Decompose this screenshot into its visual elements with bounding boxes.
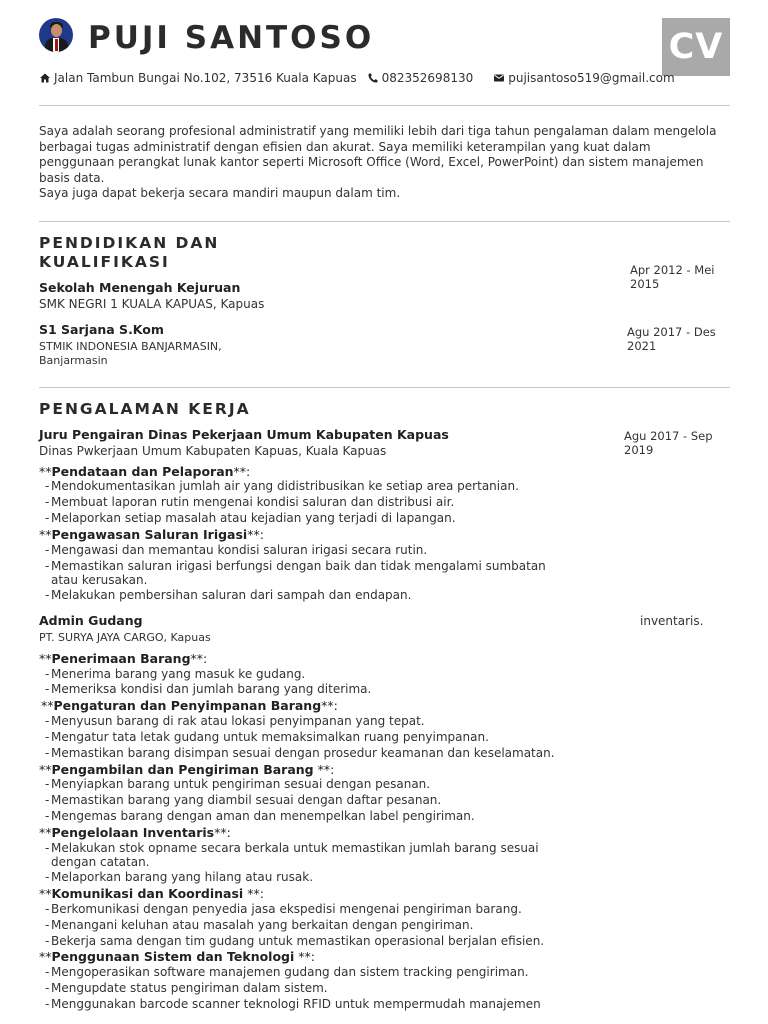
- job-date: Agu 2017 - Sep 2019: [624, 429, 713, 457]
- summary-paragraph: Saya juga dapat bekerja secara mandiri maupun dalam tim.: [39, 186, 401, 200]
- candidate-name: PUJI SANTOSO: [88, 20, 375, 56]
- education-degree: S1 Sarjana S.Kom: [39, 322, 164, 337]
- contact-address: [39, 71, 357, 85]
- education-degree: Sekolah Menengah Kejuruan: [39, 280, 241, 295]
- duty-bullet: - Mengupdate status pengiriman dalam sistem.: [45, 981, 328, 995]
- duty-group-heading: **Komunikasi dan Koordinasi **:: [39, 886, 264, 901]
- mail-icon: [493, 72, 505, 84]
- duty-bullet: - Membuat laporan rutin mengenai kondisi saluran dan distribusi air.: [45, 495, 455, 509]
- duty-bullet: - Melakukan stok opname secara berkala untuk memastikan jumlah barang sesuai dengan catatan.: [45, 841, 539, 869]
- education-date: Apr 2012 - Mei 2015: [630, 263, 715, 291]
- divider: [39, 221, 730, 222]
- duty-bullet: - Memastikan barang yang diambil sesuai dengan daftar pesanan.: [45, 793, 442, 807]
- duty-bullet: - Memeriksa kondisi dan jumlah barang yang diterima.: [45, 682, 372, 696]
- duty-group-heading: **Penggunaan Sistem dan Teknologi **:: [39, 949, 315, 964]
- duty-bullet: - Memastikan saluran irigasi berfungsi dengan baik dan tidak mengalami sumbatan atau kerusakan.: [45, 559, 546, 587]
- phone-icon: [367, 72, 379, 84]
- education-school: STMIK INDONESIA BANJARMASIN, Banjarmasin: [39, 340, 222, 367]
- duty-bullet: - Melakukan pembersihan saluran dari sampah dan endapan.: [45, 588, 412, 602]
- duty-bullet: - Memastikan barang disimpan sesuai dengan prosedur keamanan dan keselamatan.: [45, 746, 555, 760]
- duty-bullet: - Mengatur tata letak gudang untuk memaksimalkan ruang penyimpanan.: [45, 730, 489, 744]
- address-text: Jalan Tambun Bungai No.102, 73516 Kuala Kapuas: [54, 71, 357, 85]
- duty-bullet: - Menangani keluhan atau masalah yang berkaitan dengan pengiriman.: [45, 918, 474, 932]
- duty-group-heading: **Pendataan dan Pelaporan**:: [39, 464, 251, 479]
- education-date: Agu 2017 - Des 2021: [627, 325, 716, 353]
- contact-line: [39, 71, 685, 85]
- duty-group-heading: **Pengaturan dan Penyimpanan Barang**:: [37, 698, 338, 713]
- duty-bullet: - Menyiapkan barang untuk pengiriman sesuai dengan pesanan.: [45, 777, 431, 791]
- duty-bullet: - Melaporkan barang yang hilang atau rusak.: [45, 870, 314, 884]
- job-position: Admin Gudang: [39, 613, 143, 628]
- duty-group-heading: **Pengambilan dan Pengiriman Barang **:: [39, 762, 335, 777]
- duty-bullet: - Mengemas barang dengan aman dan menempelkan label pengiriman.: [45, 809, 475, 823]
- email-text: pujisantoso519@gmail.com: [508, 71, 675, 85]
- divider: [39, 387, 730, 388]
- duty-bullet: - Mengoperasikan software manajemen gudang dan sistem tracking pengiriman.: [45, 965, 529, 979]
- avatar: [39, 18, 73, 52]
- summary-paragraph: Saya adalah seorang profesional administratif yang memiliki lebih dari tiga tahun pengalaman dalam mengelola berbagai tugas administratif dengan efisien dan akurat. Saya memiliki keterampilan yang kuat dalam penggunaan perangkat lunak kantor seperti Microsoft Office (Word, Excel, PowerPoint) dan sistem manajemen basis data.: [39, 124, 717, 185]
- phone-text: 082352698130: [381, 71, 474, 85]
- duty-bullet: - Berkomunikasi dengan penyedia jasa ekspedisi mengenai pengiriman barang.: [45, 902, 522, 916]
- home-icon: [39, 72, 51, 84]
- contact-email: [493, 71, 674, 85]
- duty-group-heading: **Penerimaan Barang**:: [39, 651, 208, 666]
- contact-phone: [367, 71, 474, 85]
- duty-bullet: - Mendokumentasikan jumlah air yang didistribusikan ke setiap area pertanian.: [45, 479, 519, 493]
- duty-bullet: - Melaporkan setiap masalah atau kejadian yang terjadi di lapangan.: [45, 511, 456, 525]
- divider: [39, 105, 730, 106]
- education-section-title: PENDIDIKAN DAN KUALIFIKASI: [39, 234, 220, 271]
- duty-bullet: - Bekerja sama dengan tim gudang untuk memastikan operasional berjalan efisien.: [45, 934, 545, 948]
- duty-bullet: - Menggunakan barcode scanner teknologi RFID untuk mempermudah manajemen: [45, 997, 541, 1011]
- duty-bullet: - Menerima barang yang masuk ke gudang.: [45, 667, 306, 681]
- profile-summary: [39, 124, 719, 202]
- duty-bullet: - Mengawasi dan memantau kondisi saluran irigasi secara rutin.: [45, 543, 428, 557]
- duty-bullet: - Menyusun barang di rak atau lokasi penyimpanan yang tepat.: [45, 714, 425, 728]
- duty-group-heading: **Pengelolaan Inventaris**:: [39, 825, 231, 840]
- job-company: Dinas Pwkerjaan Umum Kabupaten Kapuas, Kuala Kapuas: [39, 444, 387, 458]
- education-school: SMK NEGRI 1 KUALA KAPUAS, Kapuas: [39, 297, 265, 311]
- job-side-note: inventaris.: [640, 614, 704, 628]
- experience-section-title: PENGALAMAN KERJA: [39, 400, 251, 418]
- cv-badge: CV: [662, 18, 730, 76]
- job-company: PT. SURYA JAYA CARGO, Kapuas: [39, 631, 211, 644]
- duty-group-heading: **Pengawasan Saluran Irigasi**:: [39, 527, 264, 542]
- job-position: Juru Pengairan Dinas Pekerjaan Umum Kabupaten Kapuas: [39, 427, 449, 442]
